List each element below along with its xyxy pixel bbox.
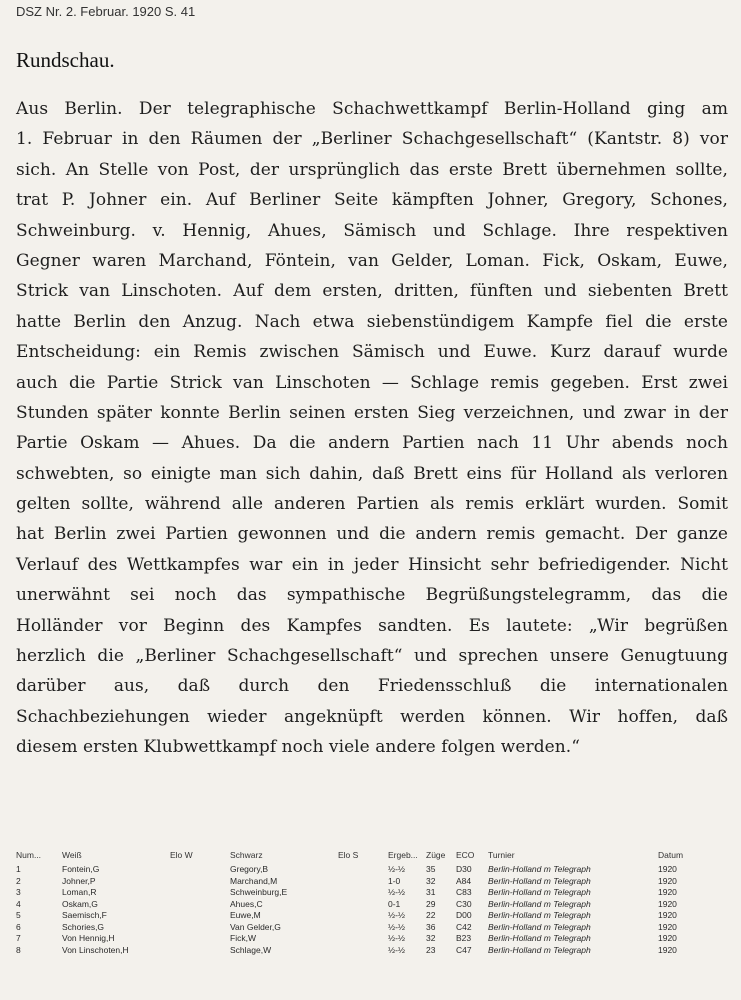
cell-num: 1: [16, 864, 21, 874]
cell-elo-white: [170, 933, 230, 945]
cell-date: 1920: [658, 921, 677, 932]
text-line: Partie Oskam — Ahues. Da die andern Partien nach 11 Uhr abends noch: [16, 433, 728, 454]
text-line: Schachbeziehungen wieder angeknüpft werden können. Wir hoffen, daß: [16, 706, 728, 727]
column-header[interactable]: Ergeb...: [388, 850, 418, 860]
cell-date: 1920: [658, 944, 677, 955]
cell-tournament: Berlin-Holland m Telegraph: [488, 887, 591, 897]
cell-num: 3: [16, 887, 21, 897]
text-line: 1. Februar in den Räumen der „Berliner Schachgesellschaft“ (Kantstr. 8) vor: [16, 129, 728, 150]
cell-tournament: Berlin-Holland m Telegraph: [488, 933, 591, 943]
column-header[interactable]: Elo W: [170, 850, 193, 860]
text-line: Entscheidung: ein Remis zwischen Sämisch und Euwe. Kurz darauf wurde: [16, 342, 728, 363]
column-header[interactable]: Datum: [658, 850, 684, 860]
cell-eco: B23: [456, 933, 472, 943]
cell-tournament: Berlin-Holland m Telegraph: [488, 921, 591, 932]
cell-date: 1920: [658, 933, 677, 943]
page-header: DSZ Nr. 2. Februar. 1920 S. 41: [16, 4, 196, 19]
cell-num: 7: [16, 933, 21, 943]
cell-moves: 36: [426, 921, 436, 932]
text-line: herzlich die „Berliner Schachgesellschaft“ und sprechen unsere Genugtuung: [16, 646, 728, 667]
cell-elo-black: [338, 887, 388, 899]
cell-result: 1-0: [388, 875, 401, 886]
cell-black: Schweinburg,E: [230, 887, 288, 897]
cell-elo-black: [338, 933, 388, 945]
column-header[interactable]: Num...: [16, 850, 42, 860]
column-header[interactable]: Turnier: [488, 850, 515, 860]
cell-moves: 31: [426, 887, 436, 897]
table-row[interactable]: [16, 899, 716, 911]
cell-date: 1920: [658, 887, 677, 897]
cell-elo-white: [170, 922, 230, 934]
cell-eco: A84: [456, 875, 472, 886]
cell-eco: C42: [456, 921, 472, 932]
games-table: [16, 850, 716, 956]
cell-white: Von Linschoten,H: [62, 944, 129, 955]
cell-date: 1920: [658, 864, 677, 874]
cell-black: Schlage,W: [230, 944, 272, 955]
cell-moves: 29: [426, 898, 436, 909]
text-line: Stunden später konnte Berlin seinen ersten Sieg verzeichnen, und zwar in der: [16, 402, 728, 423]
cell-num: 2: [16, 875, 21, 886]
cell-num: 5: [16, 910, 21, 920]
text-line: sich. An Stelle von Post, der ursprünglich das erste Brett übernehmen sollte,: [16, 159, 728, 180]
cell-elo-white: [170, 899, 230, 911]
text-line: Holländer vor Beginn des Kampfes sandten. Es lautete: „Wir begrüßen: [16, 615, 728, 636]
cell-elo-black: [338, 864, 388, 876]
cell-black: Van Gelder,G: [230, 921, 281, 932]
cell-white: Fontein,G: [62, 864, 100, 874]
text-line: auch die Partie Strick van Linschoten — Schlage remis gegeben. Erst zwei: [16, 372, 728, 393]
cell-tournament: Berlin-Holland m Telegraph: [488, 910, 591, 920]
text-line: Strick van Linschoten. Auf dem ersten, dritten, fünften und siebenten Brett: [16, 281, 728, 302]
table-row[interactable]: [16, 876, 716, 888]
cell-white: Oskam,G: [62, 898, 98, 909]
cell-elo-black: [338, 910, 388, 922]
cell-elo-white: [170, 945, 230, 957]
text-line: schwebten, so einigte man sich dahin, daß Brett eins für Holland als verloren: [16, 463, 728, 484]
cell-result: ½-½: [388, 864, 406, 874]
cell-elo-black: [338, 945, 388, 957]
table-row[interactable]: [16, 933, 716, 945]
cell-eco: C83: [456, 887, 472, 897]
cell-tournament: Berlin-Holland m Telegraph: [488, 864, 591, 874]
cell-black: Gregory,B: [230, 864, 269, 874]
cell-eco: C47: [456, 944, 472, 955]
text-line: hat Berlin zwei Partien gewonnen und die andern remis gemacht. Der ganze: [16, 524, 728, 545]
cell-elo-white: [170, 887, 230, 899]
text-line: Gegner waren Marchand, Föntein, van Gelder, Loman. Fick, Oskam, Euwe,: [16, 250, 728, 271]
column-header[interactable]: Schwarz: [230, 850, 263, 860]
cell-result: ½-½: [388, 887, 406, 897]
cell-result: ½-½: [388, 944, 406, 955]
cell-moves: 22: [426, 910, 436, 920]
column-header[interactable]: Elo S: [338, 850, 359, 860]
text-line: gelten sollte, während alle anderen Partien als remis erklärt wurden. Somit: [16, 494, 728, 515]
text-line: Verlauf des Wettkampfes war ein in jeder Hinsicht sehr befriedigender. Nicht: [16, 554, 728, 575]
text-line: trat P. Johner ein. Auf Berliner Seite kämpften Johner, Gregory, Schones,: [16, 190, 728, 211]
cell-white: Schories,G: [62, 921, 105, 932]
cell-white: Von Hennig,H: [62, 933, 115, 943]
article-paragraph: [16, 94, 728, 763]
cell-elo-white: [170, 876, 230, 888]
cell-tournament: Berlin-Holland m Telegraph: [488, 898, 591, 909]
cell-white: Loman,R: [62, 887, 97, 897]
cell-num: 6: [16, 921, 21, 932]
cell-moves: 23: [426, 944, 436, 955]
column-header[interactable]: ECO: [456, 850, 475, 860]
cell-date: 1920: [658, 875, 677, 886]
cell-elo-black: [338, 876, 388, 888]
table-row[interactable]: [16, 945, 716, 957]
table-row[interactable]: [16, 864, 716, 876]
cell-elo-black: [338, 899, 388, 911]
text-line: diesem ersten Klubwettkampf noch viele andere folgen werden.“: [16, 737, 580, 758]
cell-eco: D00: [456, 910, 472, 920]
cell-moves: 32: [426, 875, 436, 886]
cell-moves: 32: [426, 933, 436, 943]
cell-eco: D30: [456, 864, 472, 874]
text-line: Schweinburg. v. Hennig, Ahues, Sämisch und Schlage. Ihre respektiven: [16, 220, 728, 241]
cell-result: ½-½: [388, 910, 406, 920]
cell-num: 4: [16, 898, 21, 909]
cell-date: 1920: [658, 910, 677, 920]
cell-result: ½-½: [388, 921, 406, 932]
cell-elo-white: [170, 864, 230, 876]
cell-elo-white: [170, 910, 230, 922]
cell-moves: 35: [426, 864, 436, 874]
cell-result: 0-1: [388, 898, 401, 909]
table-row[interactable]: [16, 887, 716, 899]
cell-black: Fick,W: [230, 933, 256, 943]
cell-result: ½-½: [388, 933, 406, 943]
text-line: unerwähnt sei noch das sympathische Begrüßungstelegramm, das die: [16, 585, 728, 606]
cell-black: Euwe,M: [230, 910, 261, 920]
cell-num: 8: [16, 944, 21, 955]
table-row[interactable]: [16, 910, 716, 922]
cell-white: Johner,P: [62, 875, 96, 886]
cell-black: Ahues,C: [230, 898, 263, 909]
text-line: hatte Berlin den Anzug. Nach etwa siebenstündigem Kampfe fiel die erste: [16, 311, 728, 332]
cell-date: 1920: [658, 898, 677, 909]
table-row[interactable]: [16, 922, 716, 934]
cell-eco: C30: [456, 898, 472, 909]
table-header-row: [16, 850, 716, 864]
section-title: Rundschau.: [16, 48, 115, 72]
column-header[interactable]: Züge: [426, 850, 446, 860]
cell-elo-black: [338, 922, 388, 934]
cell-tournament: Berlin-Holland m Telegraph: [488, 944, 591, 955]
cell-black: Marchand,M: [230, 875, 278, 886]
text-line: darüber aus, daß durch den Friedensschluß die internationalen: [16, 676, 728, 697]
column-header[interactable]: Weiß: [62, 850, 82, 860]
text-line: Aus Berlin. Der telegraphische Schachwettkampf Berlin-Holland ging am: [16, 99, 728, 119]
cell-white: Saemisch,F: [62, 910, 107, 920]
cell-tournament: Berlin-Holland m Telegraph: [488, 875, 591, 886]
